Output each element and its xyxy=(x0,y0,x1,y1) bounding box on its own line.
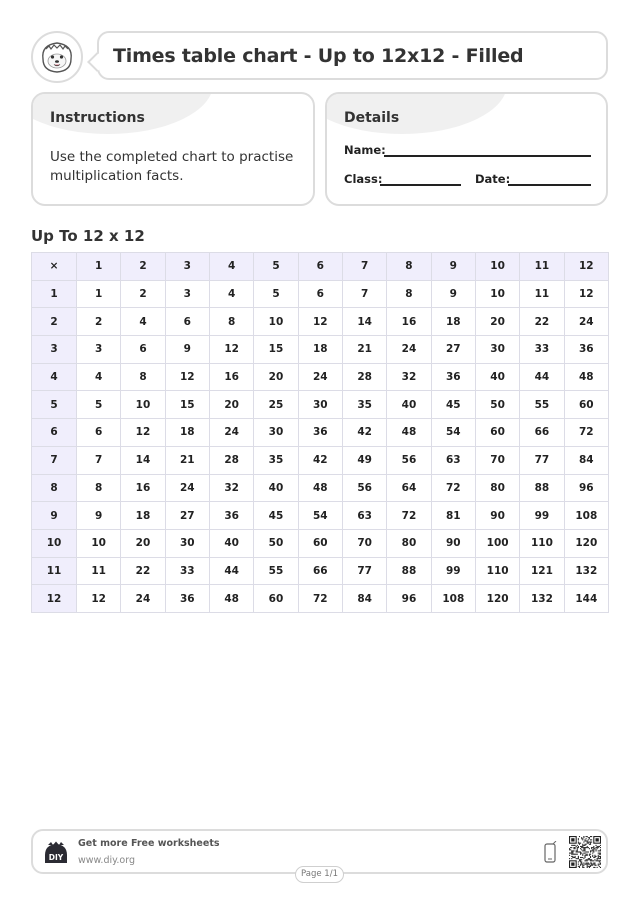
table-cell: 72 xyxy=(298,585,342,613)
table-cell: 12 xyxy=(165,363,209,391)
table-cell: 121 xyxy=(520,557,564,585)
table-cell: 32 xyxy=(387,363,431,391)
table-row xyxy=(32,280,609,308)
table-cell: 24 xyxy=(387,336,431,364)
table-cell: 4 xyxy=(209,280,253,308)
table-cell: 88 xyxy=(387,557,431,585)
row-header-cell: 6 xyxy=(32,419,77,447)
column-header-cell: 1 xyxy=(77,253,121,281)
table-row xyxy=(32,557,609,585)
table-cell: 72 xyxy=(387,502,431,530)
table-row xyxy=(32,363,609,391)
row-header-cell: 2 xyxy=(32,308,77,336)
qr-code-icon xyxy=(569,836,601,868)
table-cell: 30 xyxy=(165,529,209,557)
table-cell: 16 xyxy=(209,363,253,391)
table-cell: 96 xyxy=(387,585,431,613)
table-row xyxy=(32,529,609,557)
table-cell: 2 xyxy=(121,280,165,308)
table-cell: 48 xyxy=(387,419,431,447)
table-cell: 36 xyxy=(209,502,253,530)
table-row xyxy=(32,446,609,474)
name-field[interactable] xyxy=(384,155,591,157)
times-table xyxy=(31,252,609,613)
table-cell: 72 xyxy=(564,419,608,447)
table-cell: 6 xyxy=(77,419,121,447)
table-cell: 77 xyxy=(520,446,564,474)
table-cell: 27 xyxy=(165,502,209,530)
table-cell: 33 xyxy=(520,336,564,364)
table-cell: 10 xyxy=(77,529,121,557)
table-cell: 24 xyxy=(165,474,209,502)
table-row xyxy=(32,419,609,447)
table-cell: 132 xyxy=(564,557,608,585)
table-cell: 60 xyxy=(298,529,342,557)
row-header-cell: 8 xyxy=(32,474,77,502)
table-cell: 81 xyxy=(431,502,475,530)
table-cell: 24 xyxy=(564,308,608,336)
table-cell: 80 xyxy=(475,474,519,502)
table-cell: 24 xyxy=(298,363,342,391)
table-cell: 55 xyxy=(520,391,564,419)
table-cell: 33 xyxy=(165,557,209,585)
table-cell: 108 xyxy=(431,585,475,613)
table-cell: 90 xyxy=(475,502,519,530)
table-row xyxy=(32,502,609,530)
table-cell: 5 xyxy=(254,280,298,308)
table-cell: 22 xyxy=(520,308,564,336)
row-header-cell: 10 xyxy=(32,529,77,557)
table-cell: 63 xyxy=(342,502,386,530)
table-cell: 30 xyxy=(298,391,342,419)
footer-url[interactable]: www.diy.org xyxy=(78,855,135,866)
column-header-cell: 10 xyxy=(475,253,519,281)
table-cell: 56 xyxy=(387,446,431,474)
column-header-cell: 8 xyxy=(387,253,431,281)
table-cell: 4 xyxy=(121,308,165,336)
mascot-avatar xyxy=(31,31,83,83)
table-cell: 6 xyxy=(165,308,209,336)
table-cell: 50 xyxy=(254,529,298,557)
footer-promo-text: Get more Free worksheets xyxy=(78,838,220,849)
table-cell: 9 xyxy=(165,336,209,364)
table-cell: 132 xyxy=(520,585,564,613)
row-header-cell: 11 xyxy=(32,557,77,585)
instructions-heading: Instructions xyxy=(50,110,145,126)
table-header-row xyxy=(32,253,609,281)
table-cell: 108 xyxy=(564,502,608,530)
table-cell: 24 xyxy=(121,585,165,613)
table-cell: 70 xyxy=(475,446,519,474)
table-corner-cell: × xyxy=(32,253,77,281)
instructions-card xyxy=(31,92,315,206)
table-cell: 66 xyxy=(298,557,342,585)
table-cell: 8 xyxy=(209,308,253,336)
table-cell: 20 xyxy=(121,529,165,557)
table-cell: 20 xyxy=(254,363,298,391)
table-row xyxy=(32,585,609,613)
table-cell: 7 xyxy=(77,446,121,474)
table-cell: 28 xyxy=(342,363,386,391)
class-label: Class: xyxy=(344,172,383,186)
table-cell: 3 xyxy=(77,336,121,364)
table-cell: 6 xyxy=(298,280,342,308)
row-header-cell: 12 xyxy=(32,585,77,613)
table-cell: 35 xyxy=(254,446,298,474)
table-cell: 80 xyxy=(387,529,431,557)
table-cell: 21 xyxy=(165,446,209,474)
table-cell: 54 xyxy=(298,502,342,530)
table-cell: 100 xyxy=(475,529,519,557)
table-cell: 66 xyxy=(520,419,564,447)
table-cell: 56 xyxy=(342,474,386,502)
section-title: Up To 12 x 12 xyxy=(31,227,145,245)
table-cell: 25 xyxy=(254,391,298,419)
table-row xyxy=(32,308,609,336)
table-cell: 99 xyxy=(520,502,564,530)
table-cell: 40 xyxy=(387,391,431,419)
table-cell: 36 xyxy=(298,419,342,447)
table-cell: 4 xyxy=(77,363,121,391)
table-cell: 20 xyxy=(209,391,253,419)
column-header-cell: 3 xyxy=(165,253,209,281)
table-cell: 96 xyxy=(564,474,608,502)
table-cell: 12 xyxy=(298,308,342,336)
table-cell: 48 xyxy=(298,474,342,502)
table-cell: 18 xyxy=(121,502,165,530)
date-field[interactable] xyxy=(508,184,591,186)
table-cell: 9 xyxy=(77,502,121,530)
table-cell: 44 xyxy=(209,557,253,585)
table-cell: 10 xyxy=(121,391,165,419)
table-cell: 35 xyxy=(342,391,386,419)
table-cell: 12 xyxy=(121,419,165,447)
table-cell: 5 xyxy=(77,391,121,419)
table-cell: 63 xyxy=(431,446,475,474)
table-cell: 11 xyxy=(77,557,121,585)
table-cell: 16 xyxy=(121,474,165,502)
column-header-cell: 4 xyxy=(209,253,253,281)
table-cell: 11 xyxy=(520,280,564,308)
table-cell: 45 xyxy=(254,502,298,530)
table-cell: 21 xyxy=(342,336,386,364)
table-cell: 9 xyxy=(431,280,475,308)
table-row xyxy=(32,391,609,419)
details-card xyxy=(325,92,608,206)
yeti-mascot-icon xyxy=(37,37,77,77)
table-cell: 15 xyxy=(254,336,298,364)
table-cell: 18 xyxy=(165,419,209,447)
phone-icon xyxy=(544,841,558,863)
table-cell: 36 xyxy=(564,336,608,364)
title-box xyxy=(97,31,608,80)
table-cell: 30 xyxy=(254,419,298,447)
table-cell: 2 xyxy=(77,308,121,336)
table-cell: 32 xyxy=(209,474,253,502)
row-header-cell: 5 xyxy=(32,391,77,419)
table-cell: 14 xyxy=(121,446,165,474)
table-cell: 6 xyxy=(121,336,165,364)
logo-text: DIY xyxy=(48,853,64,862)
table-cell: 8 xyxy=(387,280,431,308)
column-header-cell: 5 xyxy=(254,253,298,281)
table-cell: 40 xyxy=(209,529,253,557)
table-cell: 70 xyxy=(342,529,386,557)
table-cell: 44 xyxy=(520,363,564,391)
table-cell: 42 xyxy=(342,419,386,447)
table-cell: 144 xyxy=(564,585,608,613)
table-cell: 60 xyxy=(564,391,608,419)
table-cell: 30 xyxy=(475,336,519,364)
instructions-text: Use the completed chart to practise multiplication facts. xyxy=(50,149,294,184)
table-cell: 1 xyxy=(77,280,121,308)
row-header-cell: 7 xyxy=(32,446,77,474)
table-cell: 12 xyxy=(564,280,608,308)
table-cell: 99 xyxy=(431,557,475,585)
table-cell: 12 xyxy=(77,585,121,613)
table-cell: 36 xyxy=(431,363,475,391)
table-cell: 14 xyxy=(342,308,386,336)
table-cell: 8 xyxy=(121,363,165,391)
table-cell: 48 xyxy=(564,363,608,391)
table-cell: 88 xyxy=(520,474,564,502)
column-header-cell: 6 xyxy=(298,253,342,281)
table-cell: 55 xyxy=(254,557,298,585)
page-indicator: Page 1/1 xyxy=(295,866,344,883)
table-cell: 77 xyxy=(342,557,386,585)
table-cell: 40 xyxy=(475,363,519,391)
row-header-cell: 9 xyxy=(32,502,77,530)
table-cell: 50 xyxy=(475,391,519,419)
table-cell: 3 xyxy=(165,280,209,308)
class-field[interactable] xyxy=(380,184,461,186)
table-row xyxy=(32,474,609,502)
table-cell: 90 xyxy=(431,529,475,557)
table-cell: 10 xyxy=(254,308,298,336)
table-cell: 24 xyxy=(209,419,253,447)
table-cell: 120 xyxy=(564,529,608,557)
column-header-cell: 11 xyxy=(520,253,564,281)
table-cell: 45 xyxy=(431,391,475,419)
row-header-cell: 3 xyxy=(32,336,77,364)
table-cell: 84 xyxy=(564,446,608,474)
date-label: Date: xyxy=(475,172,511,186)
diy-logo-icon xyxy=(43,841,69,865)
table-cell: 18 xyxy=(298,336,342,364)
table-cell: 48 xyxy=(209,585,253,613)
details-heading: Details xyxy=(344,110,400,126)
table-cell: 120 xyxy=(475,585,519,613)
table-cell: 72 xyxy=(431,474,475,502)
page-title: Times table chart - Up to 12x12 - Filled xyxy=(113,44,524,67)
row-header-cell: 4 xyxy=(32,363,77,391)
table-cell: 49 xyxy=(342,446,386,474)
table-cell: 110 xyxy=(520,529,564,557)
table-cell: 28 xyxy=(209,446,253,474)
table-cell: 84 xyxy=(342,585,386,613)
table-cell: 20 xyxy=(475,308,519,336)
table-cell: 15 xyxy=(165,391,209,419)
table-cell: 60 xyxy=(475,419,519,447)
table-cell: 7 xyxy=(342,280,386,308)
row-header-cell: 1 xyxy=(32,280,77,308)
table-cell: 60 xyxy=(254,585,298,613)
table-cell: 8 xyxy=(77,474,121,502)
column-header-cell: 7 xyxy=(342,253,386,281)
table-cell: 10 xyxy=(475,280,519,308)
table-cell: 27 xyxy=(431,336,475,364)
table-cell: 36 xyxy=(165,585,209,613)
table-cell: 18 xyxy=(431,308,475,336)
table-cell: 110 xyxy=(475,557,519,585)
column-header-cell: 9 xyxy=(431,253,475,281)
table-cell: 54 xyxy=(431,419,475,447)
table-row xyxy=(32,336,609,364)
name-label: Name: xyxy=(344,143,386,157)
table-cell: 40 xyxy=(254,474,298,502)
table-cell: 22 xyxy=(121,557,165,585)
table-cell: 64 xyxy=(387,474,431,502)
table-cell: 42 xyxy=(298,446,342,474)
column-header-cell: 12 xyxy=(564,253,608,281)
table-cell: 12 xyxy=(209,336,253,364)
column-header-cell: 2 xyxy=(121,253,165,281)
table-cell: 16 xyxy=(387,308,431,336)
